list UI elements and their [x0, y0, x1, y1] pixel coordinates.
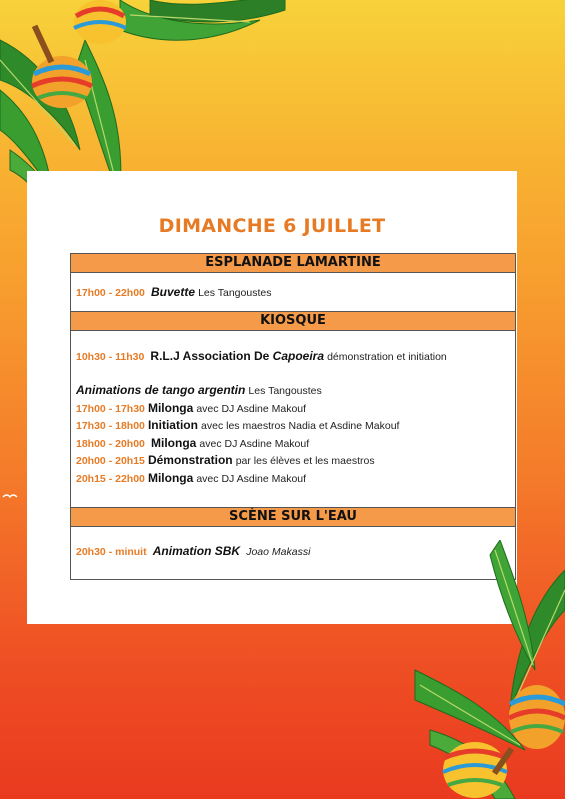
section-header-esplanade: ESPLANADE LAMARTINE [71, 254, 515, 273]
event-activity: Buvette [151, 285, 196, 299]
event-heading: Animations de tango argentin [76, 383, 246, 397]
section-header-scene: SCÈNE SUR L'EAU [71, 508, 515, 527]
event-row [76, 349, 447, 363]
event-row [76, 436, 309, 450]
event-time: 18h00 - 20h00 [76, 438, 145, 450]
event-subheading-row [76, 383, 322, 397]
event-time: 20h15 - 22h00 [76, 473, 145, 485]
event-activity: Milonga [147, 471, 194, 485]
event-activity: Milonga [147, 401, 194, 415]
event-row [76, 471, 306, 485]
event-activity: Démonstration [147, 453, 233, 467]
event-description: par les élèves et les maestros [235, 455, 375, 467]
section-body-esplanade [71, 273, 515, 312]
event-description: avec DJ Asdine Makouf [196, 473, 307, 485]
program-card [27, 171, 517, 624]
event-row [76, 453, 375, 467]
maracas-icon [10, 0, 130, 115]
event-time: 20h30 - minuit [76, 546, 147, 558]
event-time: 20h00 - 20h15 [76, 455, 145, 467]
event-description: avec les maestros Nadia et Asdine Makouf [201, 420, 400, 432]
section-header-kiosque: KIOSQUE [71, 312, 515, 331]
event-row [76, 418, 399, 432]
event-description: Les Tangoustes [248, 385, 322, 397]
event-time: 17h30 - 18h00 [76, 420, 145, 432]
event-time: 17h00 - 17h30 [76, 403, 145, 415]
event-activity: R.L.J Association De [150, 349, 273, 363]
event-row [76, 401, 306, 415]
event-activity: Initiation [147, 418, 198, 432]
event-row [76, 544, 310, 558]
event-activity: Milonga [151, 436, 197, 450]
event-activity-italic: Capoeira [272, 349, 325, 363]
event-description: avec DJ Asdine Makouf [196, 403, 307, 415]
schedule-table [70, 253, 516, 580]
event-description: Les Tangoustes [198, 287, 272, 299]
event-description: avec DJ Asdine Makouf [199, 438, 310, 450]
section-body-kiosque [71, 331, 515, 508]
section-body-scene [71, 527, 515, 579]
event-time: 10h30 - 11h30 [76, 351, 145, 363]
event-activity: Animation SBK [152, 544, 241, 558]
bird-icon [2, 492, 18, 500]
event-time: 17h00 - 22h00 [76, 287, 145, 299]
page-title: DIMANCHE 6 JUILLET [158, 215, 386, 237]
event-description: Joao Makassi [246, 546, 311, 558]
maracas-icon [430, 672, 565, 799]
event-description: démonstration et initiation [327, 351, 447, 363]
event-row [76, 285, 271, 299]
